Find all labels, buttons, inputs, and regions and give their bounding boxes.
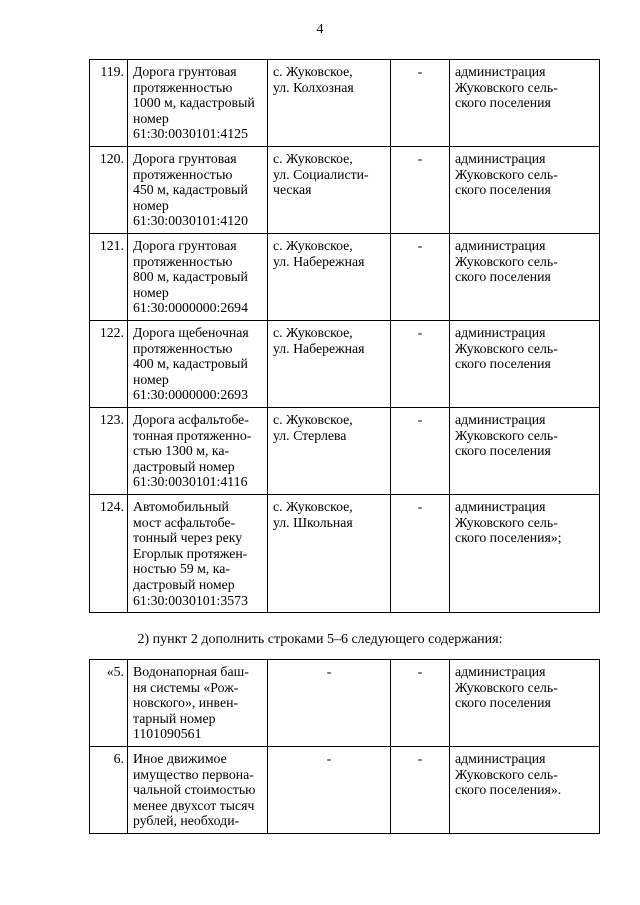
property-name-line: тарный номер — [133, 710, 216, 726]
property-name-line: номер — [133, 197, 169, 213]
property-characteristics: - — [391, 321, 450, 408]
property-name-line: протяженностью — [133, 253, 233, 269]
property-name-line: 61:30:0030101:4125 — [133, 126, 248, 142]
property-name-line: Дорога грунтовая — [133, 151, 237, 166]
property-name-line: ня системы «Рож- — [133, 679, 239, 695]
property-characteristics: - — [391, 747, 450, 834]
property-name-line: ностью 59 м, ка- — [133, 561, 230, 577]
property-owner-line: Жуковского сель- — [455, 766, 558, 782]
table-row — [90, 60, 600, 147]
property-owner-line: администрация — [455, 64, 546, 79]
row-number: 122. — [90, 321, 128, 408]
property-name-line: Дорога щебеночная — [133, 325, 249, 340]
row-number: 120. — [90, 147, 128, 234]
table-row — [90, 747, 600, 834]
property-characteristics: - — [391, 408, 450, 495]
property-owner-line: администрация — [455, 325, 546, 340]
property-characteristics: - — [391, 234, 450, 321]
property-owner-line: администрация — [455, 751, 546, 766]
table-row — [90, 234, 600, 321]
property-name — [128, 60, 268, 147]
property-name-line: 1101090561 — [133, 726, 202, 742]
row-number: 124. — [90, 495, 128, 613]
property-table-movable — [89, 659, 600, 834]
property-location-line: ул. Колхозная — [273, 79, 354, 95]
property-owner — [450, 60, 600, 147]
row-number: «5. — [90, 660, 128, 747]
property-location-line: с. Жуковское, — [273, 412, 353, 427]
property-name-line: Водонапорная баш- — [133, 664, 249, 679]
property-name — [128, 660, 268, 747]
property-owner — [450, 747, 600, 834]
property-characteristics: - — [391, 60, 450, 147]
table-row — [90, 408, 600, 495]
property-location: - — [268, 747, 391, 834]
property-name-line: Дорога асфальтобе- — [133, 412, 249, 427]
property-location: - — [268, 660, 391, 747]
property-location — [268, 60, 391, 147]
property-name-line: Егорлык протяжен- — [133, 545, 248, 561]
page-number: 4 — [316, 22, 324, 37]
property-owner-line: Жуковского сель- — [455, 253, 558, 269]
property-name-line: протяженностью — [133, 340, 233, 356]
property-name — [128, 234, 268, 321]
property-owner-line: ского поселения — [455, 182, 551, 198]
property-name-line: 61:30:0030101:4120 — [133, 213, 248, 229]
property-name-line: 61:30:0000000:2693 — [133, 387, 248, 403]
property-table-roads — [89, 59, 600, 613]
property-characteristics: - — [391, 660, 450, 747]
property-location — [268, 321, 391, 408]
property-characteristics: - — [391, 495, 450, 613]
property-name-line: 400 м, кадастровый — [133, 356, 248, 372]
property-name-line: Дорога грунтовая — [133, 64, 237, 79]
property-owner-line: Жуковского сель- — [455, 514, 558, 530]
property-owner-line: ского поселения — [455, 356, 551, 372]
property-name-line: 1000 м, кадастровый — [133, 95, 255, 111]
row-number: 123. — [90, 408, 128, 495]
property-owner-line: Жуковского сель- — [455, 79, 558, 95]
property-location-line: с. Жуковское, — [273, 325, 353, 340]
property-characteristics: - — [391, 147, 450, 234]
property-name-line: номер — [133, 110, 169, 126]
property-name-line: рублей, необходи- — [133, 813, 240, 829]
property-owner-line: Жуковского сель- — [455, 166, 558, 182]
property-owner-line: ского поселения — [455, 695, 551, 711]
property-name — [128, 147, 268, 234]
table-row — [90, 495, 600, 613]
property-name-line: менее двухсот тысяч — [133, 797, 255, 813]
property-owner-line: администрация — [455, 664, 546, 679]
property-name-line: тонный через реку — [133, 530, 243, 546]
property-name-line: протяженностью — [133, 79, 233, 95]
property-owner-line: ского поселения». — [455, 782, 562, 798]
property-location-line: с. Жуковское, — [273, 499, 353, 514]
property-owner-line: ского поселения — [455, 95, 551, 111]
property-owner-line: администрация — [455, 412, 546, 427]
property-name-line: имущество первона- — [133, 766, 254, 782]
property-location — [268, 495, 391, 613]
property-name-line: номер — [133, 284, 169, 300]
property-name-line: Автомобильный — [133, 499, 229, 514]
property-location-line: ул. Набережная — [273, 253, 365, 269]
property-owner-line: Жуковского сель- — [455, 679, 558, 695]
property-location-line: ул. Социалисти- — [273, 166, 369, 182]
row-number: 121. — [90, 234, 128, 321]
property-name-line: 61:30:0000000:2694 — [133, 300, 248, 316]
property-owner-line: администрация — [455, 238, 546, 253]
property-location-line: ул. Стерлева — [273, 427, 347, 443]
table-row — [90, 660, 600, 747]
property-name-line: дастровый номер — [133, 458, 235, 474]
property-name-line: 450 м, кадастровый — [133, 182, 248, 198]
table-row — [90, 321, 600, 408]
property-owner — [450, 408, 600, 495]
property-name-line: номер — [133, 371, 169, 387]
property-name-line: мост асфальтобе- — [133, 514, 236, 530]
property-owner-line: Жуковского сель- — [455, 427, 558, 443]
property-owner — [450, 147, 600, 234]
property-location-line: ул. Школьная — [273, 514, 353, 530]
property-owner-line: администрация — [455, 151, 546, 166]
row-number: 6. — [90, 747, 128, 834]
property-owner-line: ского поселения — [455, 269, 551, 285]
property-location-line: ческая — [273, 182, 312, 198]
property-name — [128, 747, 268, 834]
property-location-line: с. Жуковское, — [273, 64, 353, 79]
property-location-line: с. Жуковское, — [273, 238, 353, 253]
table-row — [90, 147, 600, 234]
property-location-line: с. Жуковское, — [273, 151, 353, 166]
property-owner — [450, 660, 600, 747]
property-name-line: 61:30:0030101:4116 — [133, 474, 248, 490]
property-name — [128, 321, 268, 408]
property-owner — [450, 321, 600, 408]
property-owner-line: ского поселения — [455, 443, 551, 459]
property-name-line: 61:30:0030101:3573 — [133, 592, 248, 608]
property-name-line: 800 м, кадастровый — [133, 269, 248, 285]
property-location-line: ул. Набережная — [273, 340, 365, 356]
property-name — [128, 495, 268, 613]
property-name-line: протяженностью — [133, 166, 233, 182]
property-owner-line: администрация — [455, 499, 546, 514]
property-location — [268, 147, 391, 234]
property-location — [268, 234, 391, 321]
property-name-line: дастровый номер — [133, 576, 235, 592]
property-name-line: чальной стоимостью — [133, 782, 256, 798]
property-owner — [450, 234, 600, 321]
property-owner-line: Жуковского сель- — [455, 340, 558, 356]
property-name-line: новского», инвен- — [133, 695, 239, 711]
property-name-line: тонная протяженно- — [133, 427, 252, 443]
property-owner — [450, 495, 600, 613]
property-owner-line: ского поселения»; — [455, 530, 562, 546]
property-name-line: Иное движимое — [133, 751, 227, 766]
property-name-line: стью 1300 м, ка- — [133, 443, 230, 459]
property-name-line: Дорога грунтовая — [133, 238, 237, 253]
amendment-paragraph: 2) пункт 2 дополнить строками 5–6 следующего содержания: — [137, 632, 503, 647]
row-number: 119. — [90, 60, 128, 147]
property-location — [268, 408, 391, 495]
property-name — [128, 408, 268, 495]
